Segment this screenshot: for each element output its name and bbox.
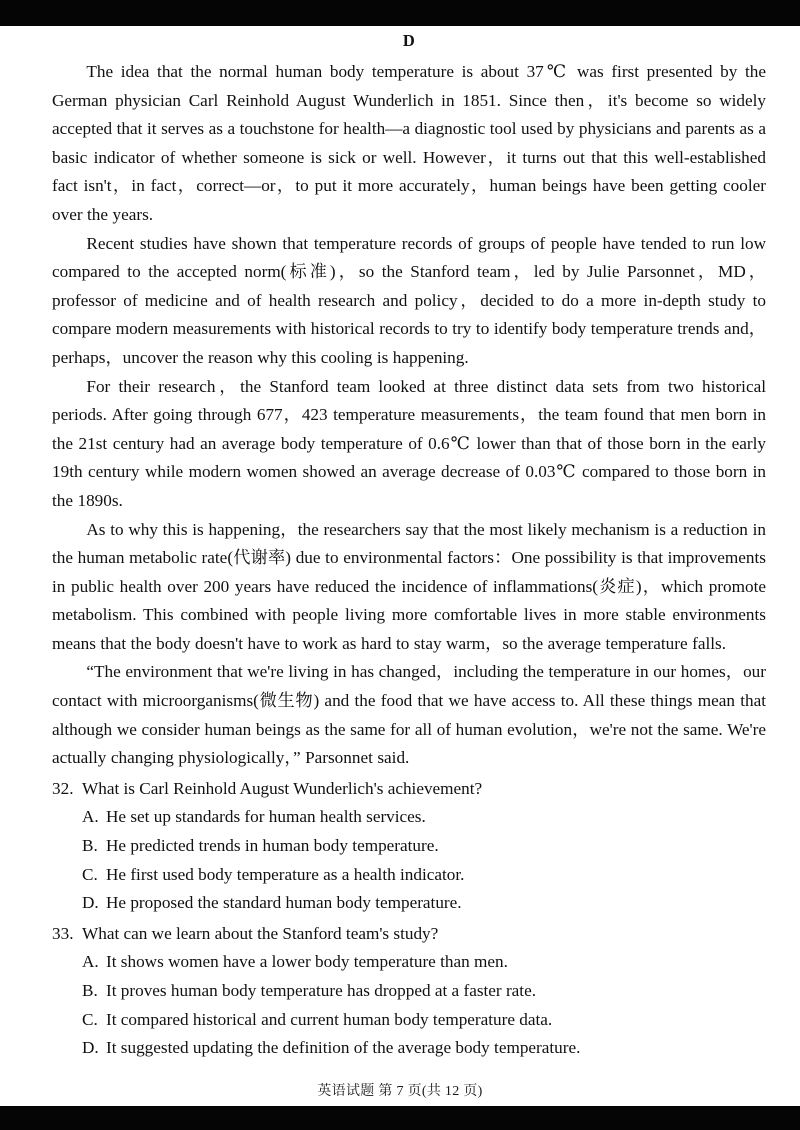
option-letter: B.	[82, 981, 98, 1000]
option-text: It proves human body temperature has dropped at a faster rate.	[106, 981, 536, 1000]
passage-paragraph-3: For their research，the Stanford team looked at three distinct data sets from two historical periods. After going through 677，423 temperature measurements，the team found that men born in the 21st century had an average body temperature of 0.6℃ lower than that of those born in the early 19th century while modern women showed an average decrease of 0.03℃ compared to those born in the 1890s.	[52, 376, 766, 510]
question-33-number: 33.	[52, 923, 74, 943]
question-33-text: What can we learn about the Stanford team's study?	[82, 923, 439, 943]
question-33-stem	[52, 920, 766, 949]
scan-artifact-top-band	[0, 0, 800, 26]
passage-paragraph-2: Recent studies have shown that temperature records of groups of people have tended to run low compared to the accepted norm(标准)，so the Stanford team，led by Julie Parsonnet，MD，professor of medicine and of health research and policy，decided to do a more in-depth study to compare modern measurements with historical records to try to identify body temperature trends and，perhaps，uncover the reason why this cooling is happening.	[52, 233, 766, 367]
question-33-option-b[interactable]	[52, 977, 766, 1006]
option-text: It compared historical and current human body temperature data.	[106, 1009, 553, 1029]
question-32-option-d[interactable]	[52, 889, 766, 918]
passage-paragraph-5: “The environment that we're living in has changed，including the temperature in our homes，our contact with microorganisms(微生物) and the food that we have access to. All these things mean that although we consider human beings as the same for all of human evolution，we're not the same. We're actually changing physiologically，” Parsonnet said.	[52, 662, 766, 768]
passage-paragraph-1: The idea that the normal human body temperature is about 37℃ was first presented by the German physician Carl Reinhold August Wunderlich in 1851. Since then，it's become so widely accepted that it serves as a touchstone for health—a diagnostic tool used by physicians and parents as a basic indicator of whether someone is sick or well. However，it turns out that this well-established fact isn't，in fact，correct—or，to put it more accurately，human beings have been getting cooler over the years.	[52, 62, 766, 224]
scan-artifact-bottom-band	[0, 1106, 800, 1130]
question-32-option-b[interactable]	[52, 832, 766, 861]
option-letter: A.	[82, 952, 99, 972]
section-letter-heading: D	[402, 31, 416, 50]
option-text: It suggested updating the definition of the average body temperature.	[106, 1038, 581, 1058]
question-33-option-c[interactable]	[52, 1006, 766, 1035]
question-33-option-d[interactable]	[52, 1034, 766, 1063]
question-32-text: What is Carl Reinhold August Wunderlich's achievement?	[82, 778, 483, 798]
question-33	[52, 920, 766, 1063]
passage-paragraph-4: As to why this is happening，the researchers say that the most likely mechanism is a reduction in the human metabolic rate(代谢率) due to environmental factors：One possibility is that improvements in public health over 200 years have reduced the incidence of inflammations(炎症)，which promote metabolism. This combined with people living more comfortable lives in more stable environments means that the body doesn't have to work as hard to stay warm，so the average temperature falls.	[52, 519, 766, 653]
question-32-number: 32.	[52, 778, 74, 798]
option-letter: C.	[82, 1009, 98, 1029]
question-32	[52, 775, 766, 918]
option-text: He predicted trends in human body temperature.	[106, 836, 439, 856]
option-letter: D.	[82, 1038, 99, 1058]
option-text: It shows women have a lower body temperature than men.	[106, 952, 508, 972]
question-33-option-a[interactable]	[52, 948, 766, 977]
option-letter: C.	[82, 864, 98, 884]
option-text: He set up standards for human health services.	[106, 807, 426, 827]
option-text: He first used body temperature as a health indicator.	[106, 864, 465, 884]
option-letter: B.	[82, 836, 98, 856]
option-letter: D.	[82, 893, 99, 913]
question-32-option-c[interactable]	[52, 861, 766, 890]
option-text: He proposed the standard human body temperature.	[106, 893, 462, 913]
option-letter: A.	[82, 807, 99, 827]
question-32-stem	[52, 775, 766, 804]
question-32-option-a[interactable]	[52, 803, 766, 832]
page-content	[52, 30, 766, 1063]
page-footer: 英语试题 第 7 页(共 12 页)	[317, 1084, 483, 1099]
